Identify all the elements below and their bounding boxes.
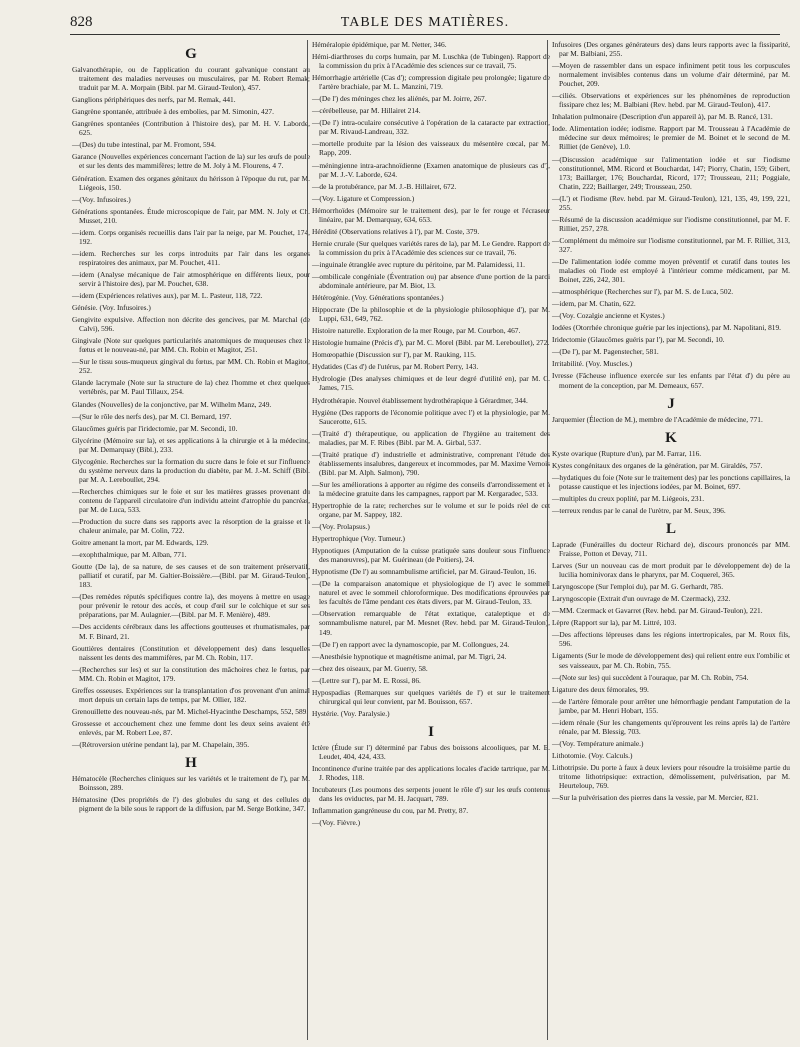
index-entry: Hygiène (Des rapports de l'économie politique avec l') et la physiologie, par M. Saucerotte, 615. (312, 407, 550, 426)
index-entry: Gouttières dentaires (Constitution et développement des) dans lesquelles naissent les dents des mammifères, par M. Ch. Robin, 117. (72, 643, 310, 662)
column-divider (307, 40, 308, 1040)
index-entry: —(L') et l'iodisme (Rev. hebd. par M. Giraud-Teulon), 121, 135, 49, 199, 221, 255. (552, 193, 790, 212)
index-entry: Hématocèle (Recherches cliniques sur les variétés et le traitement de l'), par M. Boinsson, 289. (72, 774, 310, 793)
index-entry: —hydatiques du foie (Note sur le traitement des) par les ponctions capillaires, la potasse caustique et les injections iodées, par M. Boinet, 697. (552, 472, 790, 491)
index-entry: —Sur la pulvérisation des pierres dans la vessie, par M. Mercier, 821. (552, 793, 759, 803)
index-entry: Génésie. (Voy. Infusoires.) (72, 303, 151, 313)
index-entry: —Production du sucre dans ses rapports avec la résorption de la graisse et la chaleur animale, par M. Colin, 722. (72, 517, 310, 536)
index-entry: —inguinale étranglée avec rupture du péritoine, par M. Palamidessi, 11. (312, 259, 525, 269)
index-entry: —(Note sur les) qui succèdent à l'ouraque, par M. Ch. Robin, 754. (552, 672, 749, 682)
index-entry: Glandes (Nouvelles) de la conjonctive, par M. Wilhelm Manz, 249. (72, 399, 272, 409)
index-entry: Lèpre (Rapport sur la), par M. Littré, 103. (552, 618, 677, 628)
index-entry: Larves (Sur un nouveau cas de mort produit par le développement de) de la lucilia hominivorax dans le pharynx, par M. Coquerel, 365. (552, 561, 790, 580)
index-entry: —(De la comparaison anatomique et physiologique de l') avec le sommeil naturel et avec le sommeil chloroformique. Des modifications éprouvées par les facultés de l'âme pendant ces états divers, par M. Giraud-Teulon, 33. (312, 579, 550, 607)
index-entry: Ivresse (Fâcheuse influence exercée sur les enfants par l'état d') du père au moment de la conception, par M. Demeaux, 657. (552, 371, 790, 390)
index-entry: Héméralopie épidémique, par M. Netter, 346. (312, 40, 447, 49)
section-letter: I (428, 723, 434, 740)
index-entry: Hétérogénie. (Voy. Générations spontanées.) (312, 293, 444, 303)
index-entry: Génération. Examen des organes génitaux du hérisson à l'époque du rut, par M. Liégeois, 150. (72, 173, 310, 192)
index-entry: —(Voy. Température animale.) (552, 738, 644, 748)
index-entry: Inflammation gangréneuse du cou, par M. Pretty, 87. (312, 806, 469, 816)
index-entry: Goutte (De la), de sa nature, de ses causes et de son traitement préservatif, palliatif et curatif, par M. Galtier-Boissière.—(Bibl. par M. Giraud-Teulon), 183. (72, 562, 310, 590)
index-entry: Infusoires (Des organes générateurs des) dans leurs rapports avec la fissiparité, par M. Balbiani, 255. (552, 40, 790, 59)
section-letter: J (667, 395, 675, 412)
index-entry: —(Traité d') thérapeutique, ou application de l'hygiène au traitement des maladies, par M. F. Ribes (Bibl. par M. A. Girbal, 537. (312, 428, 550, 447)
index-entry: —(De l') intra-oculaire consécutive à l'opération de la cataracte par extraction, par M. Rivaud-Landreau, 332. (312, 118, 550, 137)
index-entry: Irritabilité. (Voy. Muscles.) (552, 359, 633, 369)
index-entry: Gangrène spontanée, attribuée à des embolies, par M. Simonin, 427. (72, 107, 274, 117)
index-entry: —méningienne intra-arachnoïdienne (Examen anatomique de plusieurs cas d'), par M. J.-V. Laborde, 624. (312, 160, 550, 179)
index-entry: —(Recherches sur les) et sur la constitution des mâchoires chez le fœtus, par MM. Ch. Robin et Magitot, 179. (72, 664, 310, 683)
index-entry: —multiples du creux poplité, par M. Liégeois, 231. (552, 493, 705, 503)
index-entry: Kystes congénitaux des organes de la génération, par M. Giraldès, 757. (552, 460, 763, 470)
index-entry: Histologie humaine (Précis d'), par M. C. Morel (Bibl. par M. Lereboullet), 272. (312, 338, 550, 348)
index-entry: —(Sur le rôle des nerfs des), par M. Cl. Bernard, 197. (72, 411, 232, 421)
index-entry: Incontinence d'urine traitée par des applications locales d'acide tartrique, par M. J. Rhodes, 118. (312, 764, 550, 783)
index-entry: —(Des) du tube intestinal, par M. Fromont, 594. (72, 140, 216, 150)
index-entry: —(Rétroversion utérine pendant la), par M. Chapelain, 395. (72, 740, 250, 749)
index-entry: —(De l') des méninges chez les aliénés, par M. Joirre, 267. (312, 94, 487, 104)
index-entry: —(De l') en rapport avec la dynamoscopie, par M. Collongues, 24. (312, 639, 510, 649)
index-entry: Lithotripsie. Du porte à faux à deux leviers pour résoudre la troisième partie du tritome lithotripsique: extraction, démolissement, pulvérisation, par M. Heurteloup, 769. (552, 762, 790, 791)
index-entry: Ganglions périphériques des nerfs, par M. Remak, 441. (72, 95, 236, 105)
index-entry: —Sur le tissu sous-muqueux gingival du fœtus, par MM. Ch. Robin et Magitot, 252. (72, 357, 310, 376)
index-entry: Lithotomie. (Voy. Calculs.) (552, 750, 633, 760)
index-entry: Glande lacrymale (Note sur la structure de la) chez l'homme et chez quelques vertébrés, par M. Paul Tillaux, 254. (72, 378, 310, 397)
index-entry: —(Voy. Infusoires.) (72, 194, 131, 204)
index-entry: Hystérie. (Voy. Paralysie.) (312, 708, 390, 718)
index-entry: Glycérine (Mémoire sur la), et ses applications à la chirurgie et à la médecine, par M. Demarquay (Bibl.), 233. (72, 435, 310, 454)
index-entry: —De l'alimentation iodée comme moyen préventif et curatif dans toutes les maladies où l'iode est employé à l'intérieur comme médicament, par M. Boinet, 226, 242, 301. (552, 256, 790, 285)
index-entry: Glycogénie. Recherches sur la formation du sucre dans le foie et sur l'influence du système nerveux dans la production du diabète, par M. J.-M. Schiff (Bibl. par M. A. Lereboullet, 294. (72, 456, 310, 484)
index-entry: Hémi-diarthroses du corps humain, par M. Luschka (de Tubingen). Rapport de la commission du prix à l'Académie des sciences sur ce travail, 75. (312, 52, 550, 71)
index-entry: —Observation remarquable de l'état extatique, cataleptique et de somnambulisme naturel, par M. Mesnet (Rev. hebd. par M. Giraud-Teulon), 149. (312, 609, 550, 637)
index-entry: —de la protubérance, par M. J.-B. Hillairet, 672. (312, 181, 457, 191)
index-entry: —(Discussion académique sur l'alimentation iodée et sur l'iodisme constitutionnel, MM. Ricord et Bouchardat, 147; Piorry, Chatin, 159; Gibert, 173; Baillarger, 176; Bouchardat, Ricord, 177; Trousseau, 211; Poggiale, Chatin, 222; Baillarger, 249; Trousseau, 250. (552, 154, 790, 191)
index-entry: Hydatides (Cas d') de l'utérus, par M. Robert Perry, 143. (312, 362, 479, 372)
index-entry: —Sur les améliorations à apporter au régime des conseils d'arrondissement et à la médecine gratuite dans les campagnes, rapport par M. Kergaradec, 533. (312, 479, 550, 498)
index-entry: Inhalation pulmonaire (Description d'un appareil à), par M. B. Rancé, 131. (552, 112, 773, 122)
index-entry: Ligature des deux fémorales, 99. (552, 684, 649, 694)
index-entry: —(Voy. Prolapsus.) (312, 522, 370, 532)
index-entry: Hématosine (Des propriétés de l') des globules du sang et des cellules du pigment de la bile sous le rapport de la diffusion, par M. Serge Botkine, 347. (72, 795, 310, 814)
index-column-1 (72, 40, 310, 816)
index-entry: —cérébelleuse, par M. Hillairet 214. (312, 106, 421, 116)
index-entry: Ligaments (Sur le mode de développement des) qui relient entre eux l'ombilic et ses vaisseaux, par M. Ch. Robin, 755. (552, 651, 790, 670)
index-entry: —atmosphérique (Recherches sur l'), par M. S. de Luca, 502. (552, 287, 734, 297)
index-entry: Gangrènes spontanées (Contribution à l'histoire des), par M. H. V. Laborde, 625. (72, 119, 310, 138)
index-entry: Iridectomie (Glaucômes guéris par l'), par M. Secondi, 10. (552, 335, 725, 345)
index-entry: Hémorrhoïdes (Mémoire sur le traitement des), par le fer rouge et l'écraseur linéaire, par M. Demarquay, 634, 653. (312, 205, 550, 224)
index-entry: Homœopathie (Discussion sur l'), par M. Rauking, 115. (312, 350, 476, 360)
index-entry: —Complément du mémoire sur l'iodisme constitutionnel, par M. F. Rilliet, 313, 327. (552, 235, 790, 254)
index-entry: Histoire naturelle. Exploration de la mer Rouge, par M. Courbon, 467. (312, 326, 521, 336)
index-entry: —Des affections lépreuses dans les régions intertropicales, par M. Roux fils, 596. (552, 630, 790, 649)
index-entry: Iode. Alimentation iodée; iodisme. Rapport par M. Trousseau à l'Académie de médecine sur deux mémoires; le premier de M. Boinet et le second de M. Rilliet (de Genève), 1.0. (552, 124, 790, 152)
index-entry: Glaucômes guéris par l'iridectomie, par M. Secondi, 10. (72, 423, 238, 433)
index-entry: —terreux rendus par le canal de l'urètre, par M. Seux, 396. (552, 505, 726, 515)
index-entry: Hérédité (Observations relatives à l'), par M. Coste, 379. (312, 226, 480, 236)
index-entry: Hypertrophie de la rate; recherches sur le volume et sur le poids réel de cet organe, par M. Sappey, 182. (312, 500, 550, 520)
index-entry: —Moyen de rassembler dans un espace infiniment petit tous les corpuscules normalement invisibles contenus dans un volume d'air déterminé, par M. Pouchet, 209. (552, 61, 790, 89)
index-entry: Hypertrophique (Voy. Tumeur.) (312, 534, 405, 544)
index-entry: Laprade (Funérailles du docteur Richard de), discours prononcés par MM. Fraisse, Potton et Devay, 711. (552, 540, 790, 559)
column-divider (547, 40, 548, 1040)
index-entry: Incubateurs (Les poumons des serpents jouent le rôle d') sur les œufs contenus dans les oviductes, par M. H. Jacquart, 789. (312, 785, 550, 804)
index-entry: Ictère (Étude sur l') déterminé par l'abus des boissons alcooliques, par M. E. Leudet, 404, 424, 433. (312, 742, 550, 761)
index-entry: Jarquemier (Élection de M.), membre de l'Académie de médecine, 771. (552, 414, 763, 424)
index-entry: Grossesse et accouchement chez une femme dont les deux seins avaient été enlevés, par M. Robert Lee, 87. (72, 718, 310, 737)
index-entry: Grenouillette des nouveau-nés, par M. Michel-Hyacinthe Deschamps, 552, 589. (72, 706, 309, 716)
index-entry: —idem (Expériences relatives aux), par M. L. Pasteur, 118, 722. (72, 291, 263, 301)
index-entry: —Anesthésie hypnotique et magnétisme animal, par M. Tigri, 24. (312, 651, 507, 661)
index-entry: Hypnotiques (Amputation de la cuisse pratiquée sans douleur sous l'influence des manœuvres), par M. Guérineau (de Poitiers), 24. (312, 546, 550, 565)
index-entry: —(Traité pratique d') industrielle et administrative, comprenant l'étude des établissements insalubres, dangereux et incommodes, par M. Maxime Vernois (Bibl. par M. Alph. Salmon), 790. (312, 449, 550, 477)
index-entry: Hydrothérapie. Nouvel établissement hydrothérapique à Gérardmer, 344. (312, 395, 528, 405)
index-entry: —(Des remèdes réputés spécifiques contre la), des moyens à mettre en usage pour prévenir le retour des accès, et coup d'œil sur le colchique et sur ses préparations, par M. Aulagnier.—(Bibl. par M. F. Menière), 489. (72, 592, 310, 620)
index-entry: Hypnotisme (De l') au somnambulisme artificiel, par M. Giraud-Teulon, 16. (312, 567, 537, 577)
index-entry: —MM. Czermack et Gavarret (Rev. hebd. par M. Giraud-Teulon), 221. (552, 606, 763, 616)
index-entry: —Résumé de la discussion académique sur l'iodisme constitutionnel, par M. F. Rilliet, 257, 278. (552, 214, 790, 233)
index-entry: Hippocrate (De la philosophie et de la physiologie philosophique d'), par M. Luppi, 631, 649, 762. (312, 305, 550, 324)
index-column-2 (312, 40, 550, 830)
index-entry: —(Lettre sur l'), par M. E. Rossi, 86. (312, 675, 421, 685)
index-entry: Galvanothérapie, ou de l'application du courant galvanique constant au traitement des maladies nerveuses ou musculaires, par M. Robert Remak; traduit par M. A. Morpain (Bibl. par M. Giraud-Teulon), 457. (72, 65, 310, 93)
index-entry: Hernie crurale (Sur quelques variétés rares de la), par M. Le Gendre. Rapport de la commission du prix à l'Académie des sciences sur ce travail, 76. (312, 238, 550, 257)
index-column-3 (552, 40, 790, 805)
header-rule (70, 34, 780, 35)
index-entry: —(De l'), par M. Pagenstecher, 581. (552, 347, 659, 357)
index-entry: —(Voy. Ligature et Compression.) (312, 193, 415, 203)
index-entry: —idem, par M. Chatin, 622. (552, 299, 636, 309)
index-entry: —ombilicale congéniale (Éventration ou) par absence d'une portion de la paroi abdominale antérieure, par M. Biot, 13. (312, 271, 550, 291)
page-header (70, 12, 780, 34)
index-entry: Hydrologie (Des analyses chimiques et de leur degré d'utilité en), par M. C. James, 715. (312, 374, 550, 393)
index-entry: Gingivale (Note sur quelques particularités anatomiques de muqueuses chez le fœtus et le nouveau-né, par MM. Ch. Robin et Magitot, 251. (72, 336, 310, 355)
index-entry: Greffes osseuses. Expériences sur la transplantation d'os provenant d'un animal mort depuis un certain laps de temps, par M. Ollier, 182. (72, 685, 310, 704)
index-entry: Goitre amenant la mort, par M. Edwards, 129. (72, 538, 209, 548)
index-entry: —idem (Analyse mécanique de l'air atmosphérique en différents lieux, pour servir à l'histoire des), par M. Pouchet, 638. (72, 269, 310, 288)
section-letter: L (665, 520, 676, 537)
index-entry: Kyste ovarique (Rupture d'un), par M. Farrar, 116. (552, 448, 702, 458)
index-entry: —(Voy. Fièvre.) (312, 818, 361, 828)
index-entry: Gengivite expulsive. Affection non décrite des gencives, par M. Marchal (de Calvi), 596. (72, 315, 310, 334)
section-letter: G (185, 46, 197, 62)
index-entry: —(Voy. Cozalgie ancienne et Kystes.) (552, 311, 665, 321)
index-entry: Laryngoscopie (Extrait d'un ouvrage de M. Czermack), 232. (552, 594, 731, 604)
index-entry: —mortelle produite par la lésion des vaisseaux du mésentère cœcal, par M. Rapp, 209. (312, 139, 550, 158)
section-letter: H (185, 755, 197, 772)
index-entry: Iodées (Otorrhée chronique guérie par les injections), par M. Napolitani, 819. (552, 323, 782, 333)
index-entry: —chez des oiseaux, par M. Guerry, 58. (312, 663, 428, 673)
index-entry: Hémorrhagie artérielle (Cas d'); compression digitale peu prolongée; ligature de l'artère brachiale, par M. L. Manzini, 719. (312, 73, 550, 92)
index-entry: —Des accidents cérébraux dans les affections goutteuses et rhumatismales, par M. F. Binard, 21. (72, 622, 310, 641)
index-entry: —idem. Recherches sur les corps introduits par l'air dans les organes respiratoires des animaux, par M. Pouchet, 411. (72, 248, 310, 267)
index-entry: Laryngoscope (Sur l'emploi du), par M. G. Gerhardt, 785. (552, 582, 724, 592)
index-entry: —ciliés. Observations et expériences sur les phénomènes de reproduction fissipare chez les; M. Balbiani (Rev. hebd. par M. Giraud-Teulon), 417. (552, 91, 790, 110)
page-number: 828 (70, 14, 93, 30)
index-entry: —Recherches chimiques sur le foie et sur les matières grasses provenant du contenu de l'appareil circulatoire d'un individu atteint d'atrophie du pancréas, par M. de Luca, 533. (72, 486, 310, 514)
running-title: TABLE DES MATIÈRES. (340, 15, 510, 30)
index-entry: Garance (Nouvelles expériences concernant l'action de la) sur les œufs de poule et sur les dents des mammifères; lettre de M. Joly à M. Flourens, 4 7. (72, 152, 310, 171)
index-entry: —de l'artère fémorale pour arrêter une hémorrhagie pendant l'amputation de la jambe, par M. Henri Hobart, 155. (552, 696, 790, 715)
index-entry: —idem rénale (Sur les changements qu'éprouvent les reins après la) de l'artère rénale, par M. Blessig, 703. (552, 717, 790, 736)
index-entry: —idem. Corps organisés recueillis dans l'air par la neige, par M. Pouchet, 174, 192. (72, 227, 310, 246)
index-entry: Générations spontanées. Étude microscopique de l'air, par MM. N. Joly et Ch. Musset, 210. (72, 206, 310, 225)
index-entry: —exophthalmique, par M. Alban, 771. (72, 550, 187, 560)
index-entry: Hypospadias (Remarques sur quelques variétés de l') et sur le traitement chirurgical qui leur convient, par M. Bouisson, 657. (312, 687, 550, 706)
section-letter: K (665, 429, 677, 446)
